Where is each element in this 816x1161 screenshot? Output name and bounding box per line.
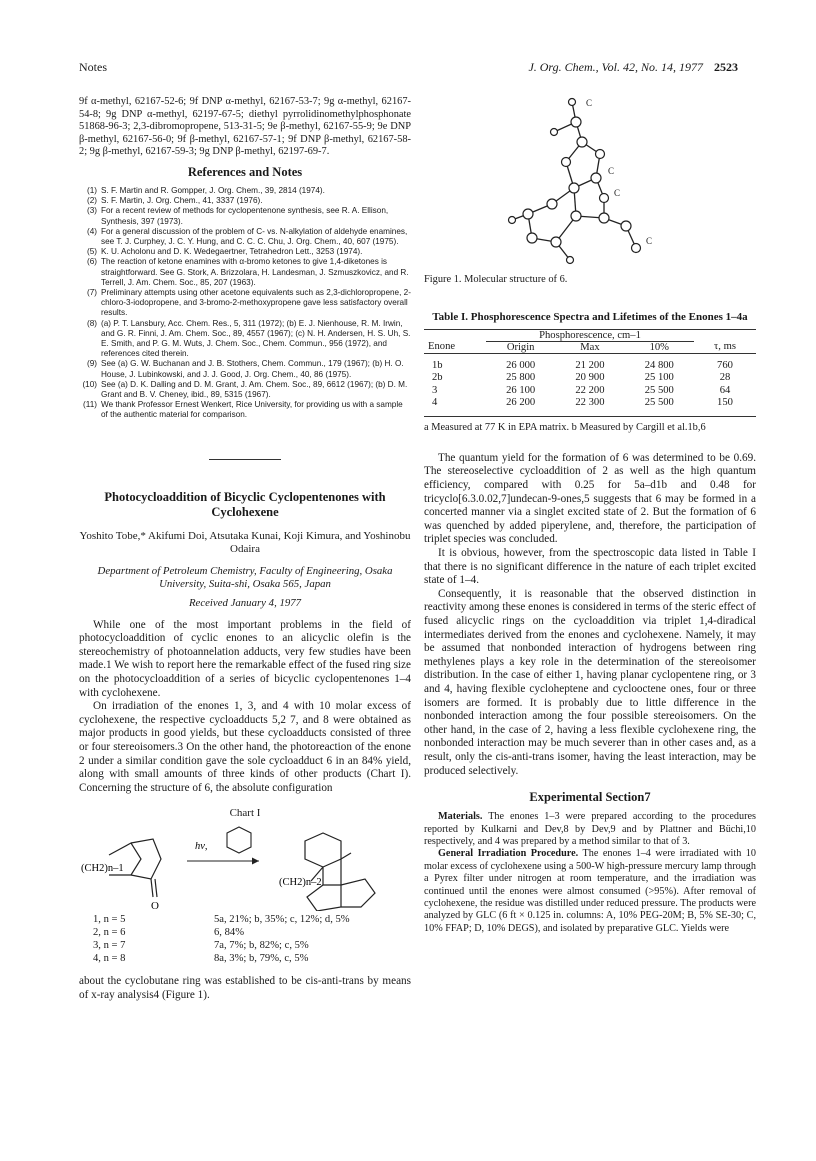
body-paragraph-1: While one of the most important problems in the field of photocycloaddition of cyclic enones to an alicyclic olefin is the stereochemistry of photoannelation adducts, very few studies have been made.1 We wish to report here the remarkable effect of the fused ring size on the photocycloaddition of a series of bicyclic cyclopentenones 1–4 with cyclohexene. xyxy=(79,618,411,699)
chart-product: 7a, 7%; b, 82%; c, 5% xyxy=(214,940,309,952)
figure-caption: Figure 1. Molecular structure of 6. xyxy=(424,274,568,285)
table-header-max: Max xyxy=(555,341,624,353)
article-authors: Yoshito Tobe,* Akifumi Doi, Atsutaka Kunai, Koji Kimura, and Yoshinobu Odaira xyxy=(79,529,411,556)
references-title: References and Notes xyxy=(187,164,303,179)
experimental-title: Experimental Section7 xyxy=(529,790,651,805)
reference-item xyxy=(79,359,411,379)
table-footnote: a Measured at 77 K in EPA matrix. b Measured by Cargill et al.1b,6 xyxy=(424,416,756,434)
reference-text: K. U. Acholonu and D. K. Wedegaertner, Tetrahedron Lett., 3253 (1974). xyxy=(101,247,363,257)
table-row xyxy=(424,385,756,398)
table-cell-tau: 150 xyxy=(717,397,733,409)
running-head-journal xyxy=(528,60,738,75)
reference-number: (1) xyxy=(86,185,97,195)
chart-row xyxy=(79,952,411,965)
phosphorescence-table xyxy=(424,329,756,410)
materials-label: Materials. xyxy=(438,811,483,823)
chart-product: 5a, 21%; b, 35%; c, 12%; d, 5% xyxy=(214,914,350,926)
table-cell-tau: 760 xyxy=(717,359,733,371)
table-cell-max: 20 900 xyxy=(575,372,605,384)
reference-number: (2) xyxy=(86,196,97,206)
table-cell-origin: 26 000 xyxy=(506,359,536,371)
irradiation-text: The enones 1–4 were irradiated with 10 molar excess of cyclohexene using a 500-W high-pressure mercury lamp through a Pyrex filter under nitrogen at room temperature, and the irradiation was continued until the enones were almost consumed (>95%). After removal of cyclohexene, the residue was distilled under reduced pressure. The products were analyzed by GLC (6 ft × 0.125 in. columns: A, 10% PEG-20M; B, 5% SE-30; C, 10% FFAP; D, 10% DEGS), and isolated by preparative GLC. Yields were xyxy=(424,848,756,934)
table-cell-origin: 26 100 xyxy=(506,384,536,396)
reference-text: For a recent review of methods for cyclopentenone synthesis, see R. A. Ellison, Synthesis, 397 (1973). xyxy=(101,206,389,226)
reference-item xyxy=(79,400,411,420)
atom-circles xyxy=(509,99,641,264)
reference-number: (8) xyxy=(86,318,97,328)
chart-reactant: 2, n = 6 xyxy=(93,927,126,939)
table-row xyxy=(424,372,756,385)
reference-number: (6) xyxy=(86,257,97,267)
reactant-carbonyl-label: O xyxy=(151,900,159,912)
reference-number: (4) xyxy=(86,226,97,236)
reference-item xyxy=(79,186,411,196)
chart-label: Chart I xyxy=(229,807,261,820)
table-group-header: Phosphorescence, cm–1 xyxy=(486,329,694,341)
reference-text: See (a) G. W. Buchanan and J. B. Stothers, Chem. Commun., 179 (1967); (b) H. O. House, J. Lubinkowski, and J. J. Good, J. Org. Chem., 40, 86 (1975). xyxy=(101,359,404,379)
hv-label: hν, xyxy=(195,841,208,853)
atom-label-1: C xyxy=(586,98,593,108)
reference-item xyxy=(79,206,411,226)
table-cell-max: 22 200 xyxy=(575,384,605,396)
received-date: Received January 4, 1977 xyxy=(188,596,302,609)
reference-item xyxy=(79,227,411,247)
reference-item xyxy=(79,380,411,400)
materials-text: The enones 1–3 were prepared according to the procedures reported by Kulkarni and Dev,8 by Dev,9 and by Plattner and Büchi,10 respectively, and 4 was prepared by a method similar to that of 3. xyxy=(424,811,756,847)
materials-paragraph xyxy=(424,811,756,848)
table-title: Table I. Phosphorescence Spectra and Lifetimes of the Enones 1–4a xyxy=(432,311,748,323)
atom-label-4: C xyxy=(646,236,653,246)
table-cell-enone: 2b xyxy=(432,372,443,384)
atom-label-2: C xyxy=(608,166,615,176)
table-cell-ten: 24 800 xyxy=(644,359,674,371)
table-row xyxy=(424,353,756,372)
reference-item xyxy=(79,319,411,360)
table-header-tau: τ, ms xyxy=(694,341,756,353)
body-paragraph-2: On irradiation of the enones 1, 3, and 4 with 10 molar excess of cyclohexene, the respective cycloadducts 5,2 7, and 8 were obtained as major products in good yields, but these cycloadducts consisted of three or four stereoisomers.3 On the other hand, the photoreaction of the enone 2 under a similar condition gave the sole cycloadduct 6 in an 84% yield, along with small amounts of three kinds of other products (Chart I). Concerning the structure of 6, the absolute configuration xyxy=(79,700,411,794)
reference-number: (9) xyxy=(86,359,97,369)
table-cell-tau: 28 xyxy=(719,372,731,384)
table-cell-enone: 1b xyxy=(432,359,443,371)
reference-number: (3) xyxy=(86,206,97,216)
table-header-10: 10% xyxy=(625,341,694,353)
chart-reactant: 1, n = 5 xyxy=(93,914,126,926)
reference-text: (a) P. T. Lansbury, Acc. Chem. Res., 5, 311 (1972); (b) E. J. Nienhouse, R. M. Irwin, and G. R. Finni, J. Am. Chem. Soc., 89, 4557 (1967); (c) N. H. Andersen, H. S. Uh, S. E. Smith, and P. G. M. Wuts, J. Chem. Soc., Chem. Commun., 956 (1972), and references cited therein. xyxy=(101,318,411,359)
chart-compound-list xyxy=(79,913,411,965)
irradiation-paragraph xyxy=(424,848,756,935)
right-paragraph-3: Consequently, it is reasonable that the observed distinction in reactivity among these enones is considered in terms of the steric effect of fused alicyclic rings on the cycloaddition via triplet 1,4-diradical intermediates derived from the enones and cyclohexene. Namely, it may be assumed that nonbonded interaction of hydrogens between ring methylenes plays a key role in the determination of the stereoisomer distribution. In the case of either 1, having planar cyclopentene ring, or 3 and 4, having flexible cycloheptene and cyclooctene ones, four or three isomers are formed. It is probably due to little difference in the nonbonded interaction among the four possible stereoisomers. On the other hand, in the case of 2, having a less flexible cyclohexene ring, the nonbonded interaction may be much severer than in other cases and, as a result, only the cis-anti-trans isomer, having the least interaction, may be produced selectively. xyxy=(424,587,756,777)
running-head-section: Notes xyxy=(79,60,107,74)
body-paragraph-3: about the cyclobutane ring was established to be cis-anti-trans by means of x-ray analysis4 (Figure 1). xyxy=(79,975,411,1001)
reference-item xyxy=(79,196,411,206)
table-cell-origin: 25 800 xyxy=(506,372,536,384)
table-cell-max: 21 200 xyxy=(575,359,605,371)
reference-text: The reaction of ketone enamines with α-bromo ketones to give 1,4-diketones is straightforward. See G. Stork, A. Brizzolara, H. Landesman, J. Szmuszkovicz, and R. Terrell, J. Am. Chem. Soc., 85, 207 (1963). xyxy=(101,257,409,287)
chart-scheme xyxy=(79,823,411,911)
left-column xyxy=(79,96,411,1003)
article-affiliation: Department of Petroleum Chemistry, Faculty of Engineering, Osaka University, Suita-shi, Osaka 565, Japan xyxy=(97,564,393,590)
figure-1 xyxy=(424,92,756,270)
article-title: Photocycloaddition of Bicyclic Cyclopentenones with Cyclohexene xyxy=(104,489,386,519)
table-cell-enone: 3 xyxy=(432,384,438,396)
table-cell-tau: 64 xyxy=(719,384,731,396)
chart-product: 8a, 3%; b, 79%, c, 5% xyxy=(214,953,309,965)
article-divider xyxy=(209,459,281,460)
right-column xyxy=(424,92,756,935)
reference-number: (11) xyxy=(83,400,97,410)
table-body xyxy=(424,353,756,410)
table-header-origin: Origin xyxy=(486,341,555,353)
reference-item xyxy=(79,257,411,288)
molecular-structure-graphic xyxy=(424,92,756,270)
reference-item xyxy=(79,288,411,319)
irradiation-label: General Irradiation Procedure. xyxy=(438,848,579,860)
chart-row xyxy=(79,913,411,926)
reference-text: See (a) D. K. Dalling and D. M. Grant, J. Am. Chem. Soc., 89, 6612 (1967); (b) D. M. Grant and B. V. Cheney, ibid., 89, 5315 (1967). xyxy=(101,379,408,400)
reference-text: For a general discussion of the problem of C- vs. N-alkylation of aldehyde enamines, see T. J. Curphey, J. C. Y. Hung, and C. C. C. Chu, J. Org. Chem., 40, 607 (1975). xyxy=(101,226,408,246)
reference-text: Preliminary attempts using other acetone equivalents such as 2,3-dichloropropene, 2-chloro-3-iodopropene, and 3-bromo-2-methoxypropene gave less satisfactory overall results. xyxy=(101,288,411,318)
reference-number: (10) xyxy=(82,379,97,389)
right-paragraph-2: It is obvious, however, from the spectroscopic data listed in Table I that there is no significant difference in the nature of each triplet excited state of 1–4. xyxy=(424,547,756,587)
table-row xyxy=(424,397,756,410)
registry-numbers: 9f α-methyl, 62167-52-6; 9f DNP α-methyl, 62167-53-7; 9g α-methyl, 62167-54-8; 9g DNP α-methyl, 62197-67-5; diethyl pyrrolidinomethylphosphonate 51868-96-3; 2,3-dibromopropene, 513-31-5; 9e β-methyl, 62167-55-9; 9e DNP β-methyl, 62167-56-0; 9f β-methyl, 62167-57-1; 9f DNP β-methyl, 62167-58-2; 9g β-methyl, 62167-59-3; 9g DNP β-methyl, 62197-69-7. xyxy=(79,96,411,158)
table-cell-ten: 25 500 xyxy=(644,384,674,396)
reference-text: S. F. Martin, J. Org. Chem., 41, 3337 (1976). xyxy=(101,196,263,206)
product-ring-label: (CH2)n–2 xyxy=(279,877,322,889)
reference-item xyxy=(79,247,411,257)
journal-citation: J. Org. Chem., Vol. 42, No. 14, 1977 xyxy=(528,60,703,74)
reference-number: (7) xyxy=(86,288,97,297)
chart-row xyxy=(79,926,411,939)
reference-number: (5) xyxy=(86,247,97,257)
reaction-scheme-graphic xyxy=(79,823,411,911)
table-header-enone: Enone xyxy=(424,341,486,353)
reference-text: S. F. Martin and R. Gompper, J. Org. Chem., 39, 2814 (1974). xyxy=(101,185,325,195)
product-structure xyxy=(305,833,375,911)
page-number: 2523 xyxy=(714,60,738,74)
reference-text: We thank Professor Ernest Wenkert, Rice University, for providing us with a sample of the authentic material for comparison. xyxy=(101,400,403,420)
reactant-ring-label: (CH2)n–1 xyxy=(81,863,124,875)
chart-product: 6, 84% xyxy=(214,927,245,939)
cyclohexene-icon xyxy=(227,827,251,853)
atom-label-3: C xyxy=(614,188,621,198)
table-cell-max: 22 300 xyxy=(575,397,605,409)
reference-list xyxy=(79,186,411,421)
chart-row xyxy=(79,939,411,952)
table-cell-enone: 4 xyxy=(432,397,438,409)
table-cell-ten: 25 100 xyxy=(644,372,674,384)
chart-reactant: 4, n = 8 xyxy=(93,953,126,965)
right-paragraph-1: The quantum yield for the formation of 6 was determined to be 0.69. The stereoselective cycloaddition of 2 as well as the high quantum efficiency, compared with 0.25 for 5a–d1b and 0.48 for tricyclo[6.3.0.02,7]undecan-9-ones,5 suggests that 6 may be formed in a concerted manner via a singlet excited state of 2. But the formation of 6 was quenched by added piperylene, and, therefore, the participation of triplet species was concluded. xyxy=(424,451,756,546)
table-cell-origin: 26 200 xyxy=(506,397,536,409)
chart-reactant: 3, n = 7 xyxy=(93,940,126,952)
table-cell-ten: 25 500 xyxy=(644,397,674,409)
